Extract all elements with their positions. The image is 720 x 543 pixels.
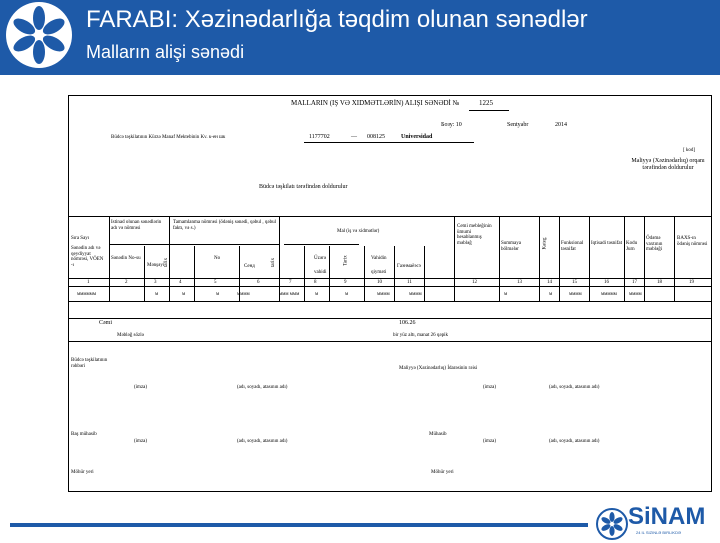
document-month: Sentyabr: [507, 122, 529, 128]
document-number: 1225: [479, 99, 493, 107]
table-cell: м: [182, 292, 186, 297]
page-subtitle: Malların alişi sənədi: [86, 42, 245, 62]
table-cell: м: [549, 292, 553, 297]
col-number: 10: [377, 280, 382, 285]
page-title: FARABI: Xəzinədarlığa təqdim olunan sənədlər: [86, 6, 588, 33]
col-number: 2: [125, 280, 128, 285]
university-label: Universidad: [401, 134, 433, 140]
sum-in-words-label: Məbləğ sözlə: [117, 333, 144, 338]
dash: —: [351, 134, 357, 140]
table-cell: мммм: [569, 292, 582, 297]
farabi-logo: [6, 2, 72, 68]
col-ref-date: tarix: [164, 257, 170, 268]
chief-accountant-label: Baş mühasib: [71, 432, 97, 437]
col-completion-date: tarix: [271, 257, 277, 268]
col-number: 1: [87, 280, 90, 285]
col-category: Kateg: [542, 237, 548, 250]
stamp-place-label: Möhür yeri: [431, 470, 454, 475]
col-functional: Funksional təsnifat: [561, 241, 584, 252]
table-cell: м: [504, 292, 508, 297]
col-ref-doc: Istinad olunan sənədlərin adı və nömrəsi: [111, 220, 162, 231]
document-day: Бозу: 10: [441, 122, 462, 128]
col-no: Nо: [214, 256, 221, 261]
col-goods-date: Tarix: [343, 255, 349, 266]
table-cell: мммммм: [77, 292, 96, 297]
signature-hint: (imza): [483, 385, 497, 390]
col-price: Vahidin: [371, 256, 387, 261]
table-cell: ммммм: [601, 292, 617, 297]
document-year: 2014: [555, 122, 567, 128]
signature-hint: (imza): [134, 439, 148, 444]
table-cell: м: [155, 292, 159, 297]
col-doc-no: Sənədin No-su: [111, 256, 141, 261]
col-send: Сенд: [244, 264, 255, 269]
col-economic: Iqtisadi təsnifat: [591, 241, 622, 246]
table-cell: мммм: [409, 292, 422, 297]
col-number: 8: [314, 280, 317, 285]
col-number: 9: [344, 280, 347, 285]
table-cell: мммм: [629, 292, 642, 297]
col-number: 15: [572, 280, 577, 285]
name-hint: (adı, soyadı, atasının adı): [549, 439, 600, 444]
col-origin: Mənşəyi: [147, 263, 165, 268]
table-cell: ммм ммм: [279, 292, 300, 297]
treasury-head-label: Maliyyə (Xəzinədarlıq) İdarəsinin rəisi: [399, 366, 478, 371]
col-unit-2: vahidi: [314, 270, 327, 275]
col-number: 4: [179, 280, 182, 285]
col-number: 12: [472, 280, 477, 285]
name-hint: (adı, soyadı, atasının adı): [237, 439, 288, 444]
table-cell: мммм: [377, 292, 390, 297]
sinam-logo-icon: [596, 508, 628, 540]
col-quantity: Гаэнмаёэсэ: [397, 264, 421, 269]
document-title: MALLARIN (IŞ VƏ XIDMƏTLƏRİN) ALIŞI SƏNƏDİ №: [291, 99, 460, 107]
sum-in-words: bir yüz altı, manat 26 qəpik: [393, 333, 448, 338]
organization-header: Büdcə təşkilatı tərəfindən doldurulur: [259, 184, 348, 190]
col-number: 17: [632, 280, 637, 285]
director-label: Büdcə təşkilatının rəhbəri: [71, 358, 108, 369]
total-label: Cəmi: [99, 320, 112, 326]
col-unit: Üzərə: [314, 256, 326, 261]
header-bar: [0, 0, 720, 75]
col-number: 11: [407, 280, 412, 285]
accountant-label: Mühasib: [429, 432, 447, 437]
col-payment: Ödəmə vaxtının məbləği: [646, 236, 663, 252]
col-goods: Mal (iş və xidmətlər): [337, 229, 380, 234]
col-number: 13: [517, 280, 522, 285]
col-number: 14: [547, 280, 552, 285]
col-number: 18: [657, 280, 662, 285]
footer-bar: [10, 523, 588, 527]
name-hint: (adı, soyadı, atasının adı): [549, 385, 600, 390]
signature-hint: (imza): [134, 385, 148, 390]
table-cell: м: [315, 292, 319, 297]
col-journal: Kodu Jurn: [626, 241, 638, 252]
brand-tagline: 24 IL SIZINLƏ BIRLIKDƏ: [636, 530, 681, 535]
stamp-place-label: Möhür yeri: [71, 470, 94, 475]
brand-name: SiNAM: [628, 503, 706, 530]
col-split: Summaya bölmələr: [501, 241, 521, 252]
col-baxs: BAXS-ın ödəniş nömrəsi: [677, 236, 708, 247]
col-number: 19: [689, 280, 694, 285]
col-number: 16: [604, 280, 609, 285]
treasury-header: Maliyyə (Xəzinədarlıq) orqanı tərəfindən doldurulur: [631, 158, 705, 171]
col-number: 6: [257, 280, 260, 285]
table-cell: мммм: [237, 292, 250, 297]
total-value: 106.26: [399, 320, 416, 326]
code-note: [ kod]: [683, 148, 696, 153]
name-hint: (adı, soyadı, atasının adı): [237, 385, 288, 390]
col-number: 5: [214, 280, 217, 285]
col-number: 3: [154, 280, 157, 285]
purchase-document-form: [68, 95, 712, 492]
col-price-2: qiyməti: [371, 270, 387, 275]
col-completion: Tamamlanma nömrəsi (ödəniş sənədi, qəbul , qəbul faktı, və s.): [173, 220, 276, 231]
col-total: Cemi mebleğinin ümumi hesablanmış məbləğ: [457, 224, 492, 246]
table-cell: м: [216, 292, 220, 297]
signature-hint: (imza): [483, 439, 497, 444]
organization-line: Büdcə təşkilatının Kürzə Manaf Mektebinin Kv. к-ен шк: [111, 135, 226, 140]
col-doc-name: Sənədin adı və qeydiyyat nömrəsi, VÖEN -ı: [71, 246, 104, 268]
col-serial: Sıra Sayı: [71, 236, 90, 241]
col-number: 7: [289, 280, 292, 285]
org-code-1: 1177702: [309, 134, 330, 140]
org-code-2: 008125: [367, 134, 385, 140]
table-cell: м: [345, 292, 349, 297]
